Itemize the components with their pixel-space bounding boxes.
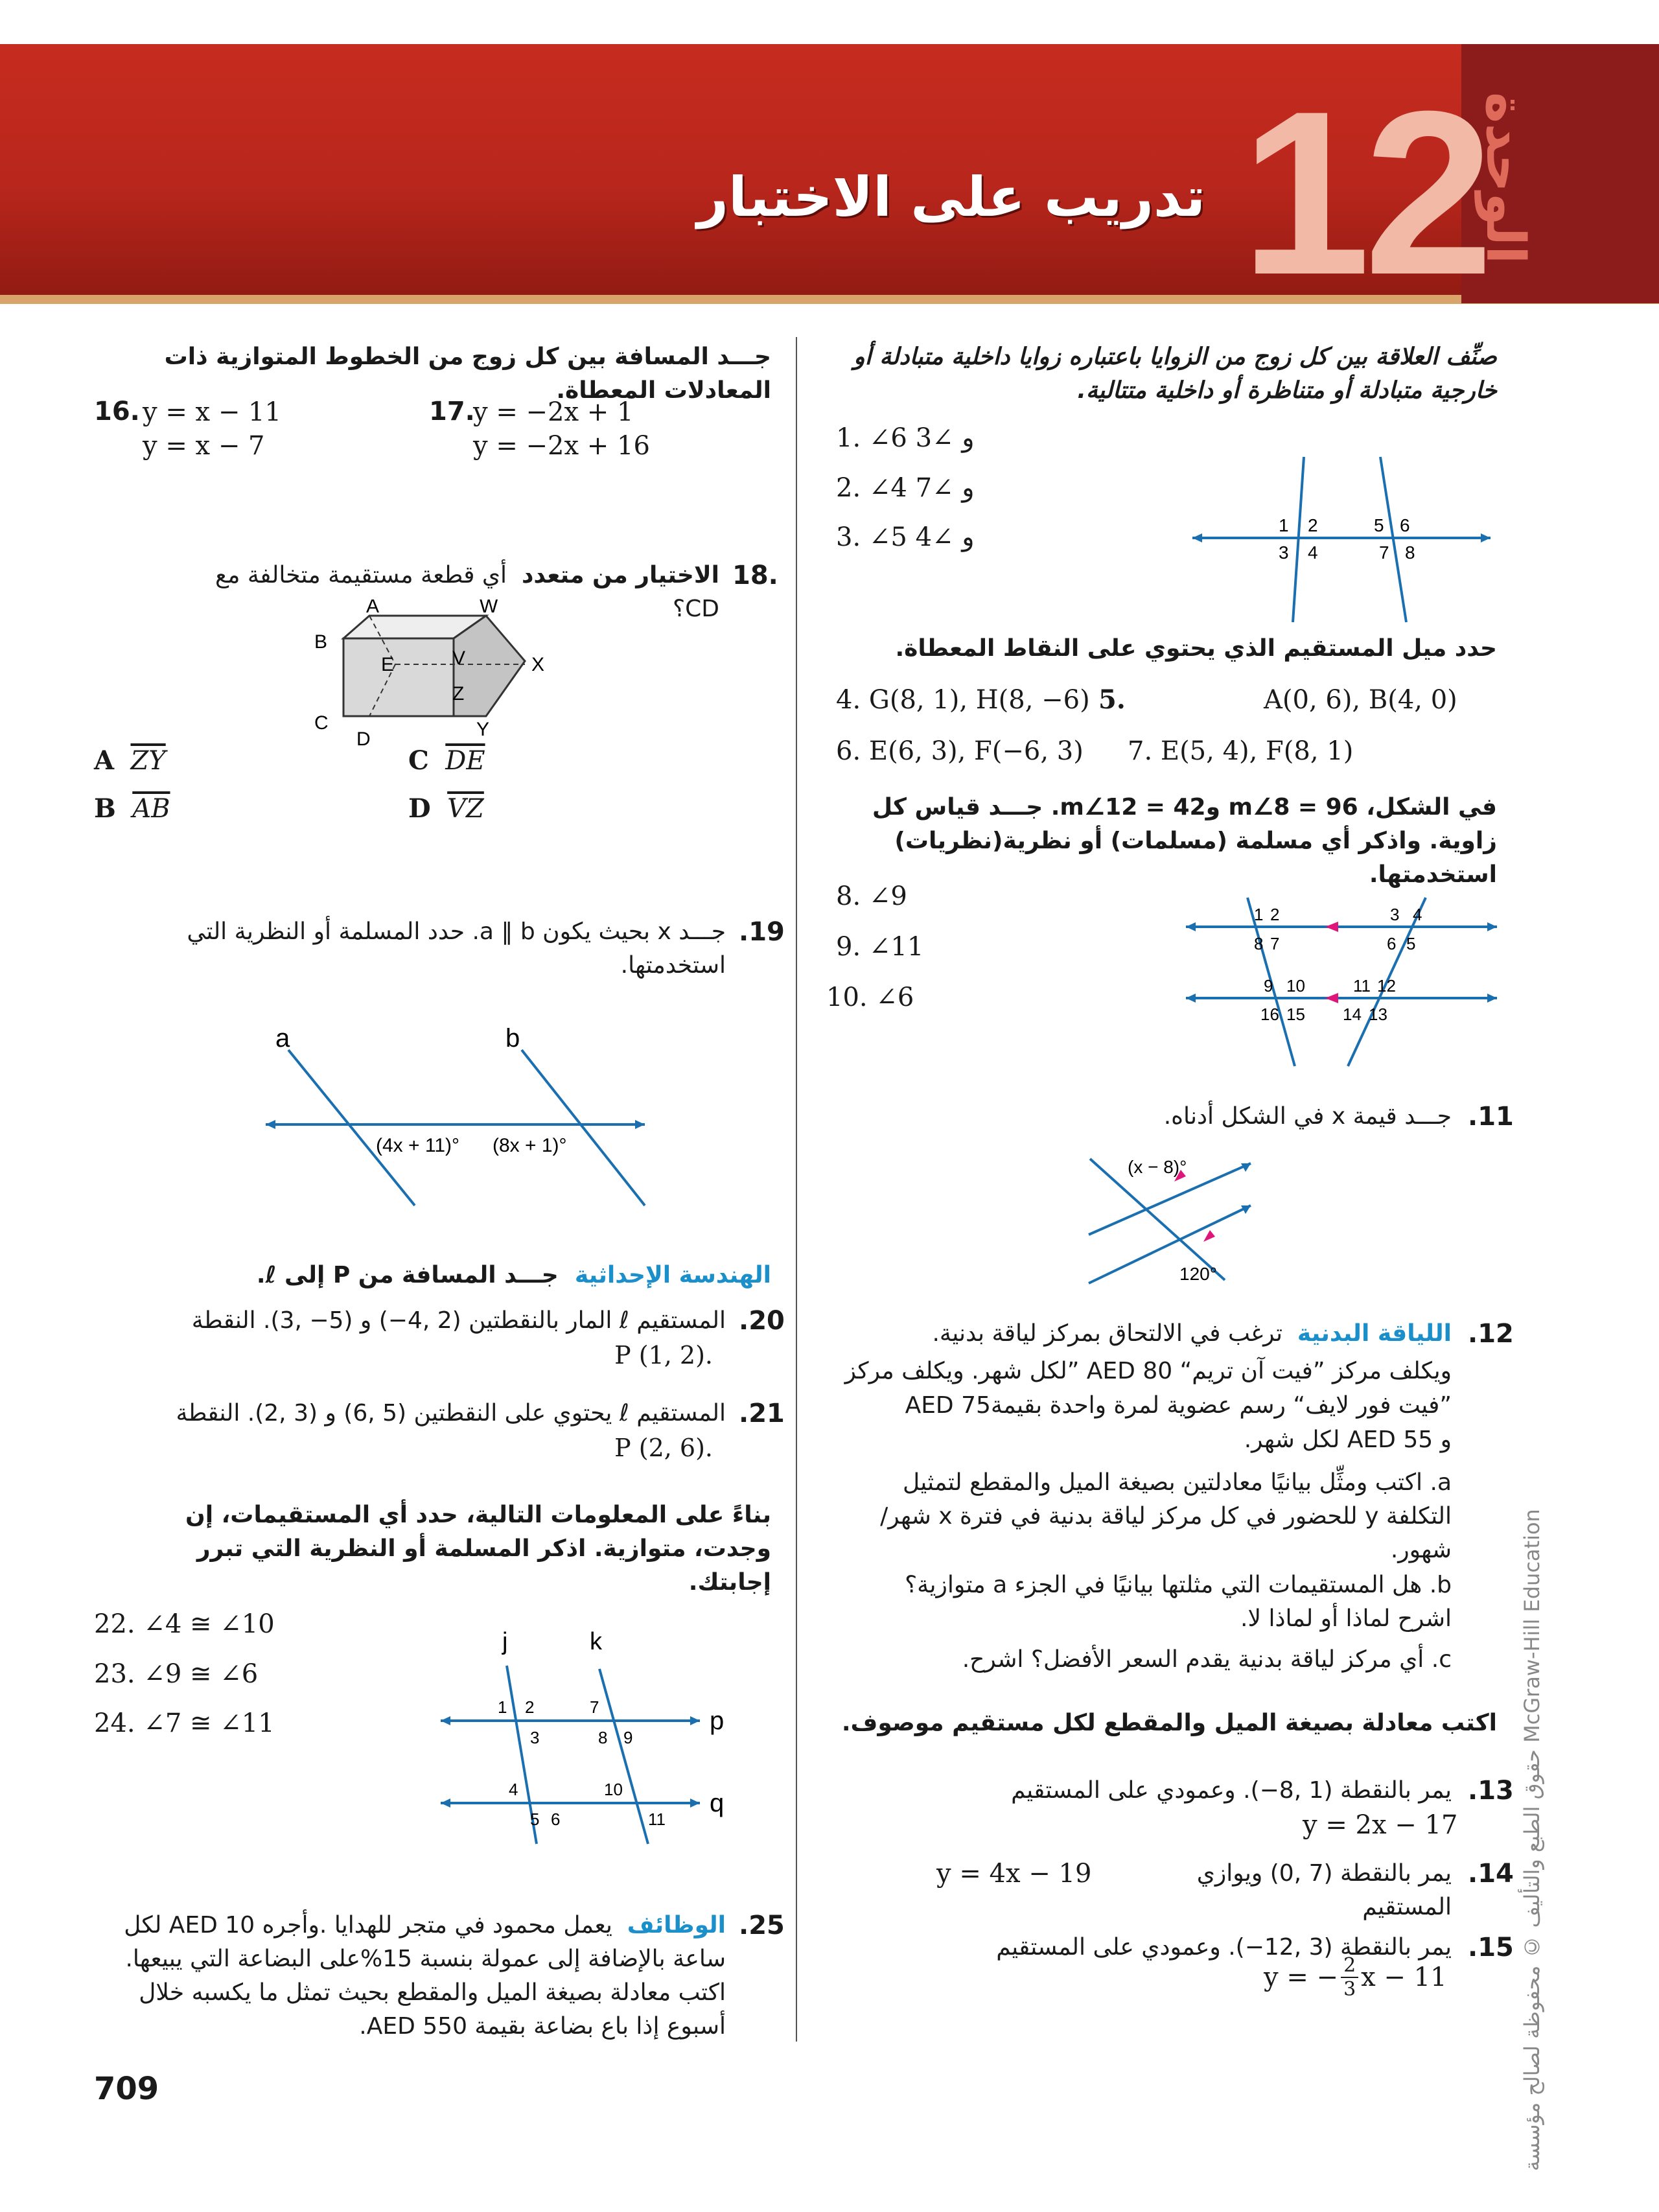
parallel-marker <box>1203 1230 1215 1242</box>
question-13-number: .13 <box>1468 1776 1514 1806</box>
question-14-number: .14 <box>1468 1859 1514 1889</box>
page-title: تدريب على الاختبار <box>697 165 1205 229</box>
arrow-head <box>1487 922 1497 931</box>
option-value: $\overline{DE}$ <box>445 746 485 776</box>
fig8-label: 6 <box>1387 934 1397 953</box>
fig22-label: 6 <box>551 1810 561 1829</box>
arrow-head <box>1186 994 1196 1003</box>
angle-label: (8x + 1)° <box>493 1135 567 1156</box>
line-label: q <box>710 1789 725 1817</box>
fig8-label: 9 <box>1264 976 1273 995</box>
unit-label: الوحدة <box>1474 92 1536 264</box>
q20-point: .P (1, 2) <box>614 1341 713 1369</box>
parallel-marker <box>1325 922 1338 932</box>
q22-24-instructions: بناءً على المعلومات التالية، حدد أي المستقيمات، إن وجدت، متوازية. اذكر المسلمة أو النظرية التي تبرر إجابتك. <box>185 1502 771 1596</box>
option-letter: C <box>408 745 429 776</box>
unit-number: 12 <box>1240 63 1487 323</box>
angle-label: (4x + 11)° <box>376 1135 459 1156</box>
fig22-label: 1 <box>498 1697 507 1717</box>
q4-7-instructions: حدد ميل المستقيم الذي يحتوي على النقاط المعطاة. <box>895 635 1497 662</box>
figure-line <box>1089 1205 1251 1283</box>
figure-q19 <box>259 1021 661 1215</box>
option-letter: B <box>94 793 116 824</box>
q15-eq-pre: y = − <box>1264 1962 1339 1992</box>
option-letter: A <box>94 745 115 776</box>
q15-text: يمر بالنقطة (3 ,12−). وعمودي على المستقيم <box>996 1934 1452 1961</box>
fig8-label: 10 <box>1286 976 1305 995</box>
arrow-head <box>441 1799 450 1808</box>
arrow-head <box>690 1799 700 1808</box>
prism-label: V <box>452 647 466 669</box>
question-18-number: 18. <box>732 561 778 590</box>
option-value: $\overline{AB}$ <box>132 794 170 824</box>
arrow-head <box>1186 922 1196 931</box>
fig22-label: 2 <box>525 1697 535 1717</box>
fig8-label: 3 <box>1390 905 1400 924</box>
question-15-number: .15 <box>1468 1933 1514 1962</box>
q1-3-instructions: صنِّف العلاقة بين كل زوج من الزوايا باعتباره زوايا داخلية متبادلة أو خارجية متبادلة أو متناظرة أو داخلية متتالية. <box>853 343 1497 404</box>
arrow-head <box>441 1716 450 1725</box>
figure-line <box>1380 457 1406 622</box>
q15-equation <box>1264 1954 1447 2001</box>
fig22-label: 10 <box>604 1780 623 1799</box>
question-3: 3. ∠5 و ∠4 <box>836 522 975 552</box>
prism-label: D <box>356 728 371 750</box>
question-19-number: .19 <box>739 917 785 947</box>
q18-text: أي قطعة مستقيمة متخالفة مع CD؟ <box>215 562 719 622</box>
fig22-label: 5 <box>530 1810 540 1829</box>
q15-numerator: 2 <box>1341 1954 1358 1978</box>
question-7: 7. E(5, 4), F(8, 1) <box>1128 736 1354 766</box>
question-17-number: 17. <box>429 397 475 426</box>
line-label: a <box>275 1024 290 1053</box>
fig8-label: 1 <box>1254 905 1264 924</box>
question-24: 24. ∠7 ≅ ∠11 <box>94 1708 275 1738</box>
question-10: 10. ∠6 <box>826 983 914 1012</box>
figure-q18-prism <box>305 600 551 768</box>
arrow-head <box>1481 533 1491 542</box>
figure-q1-transversals <box>1186 447 1497 629</box>
coord-text: جـــد المسافة من P إلى ℓ. <box>256 1262 559 1288</box>
question-16-number: 16. <box>94 397 140 426</box>
question-6: 6. E(6, 3), F(−6, 3) <box>836 736 1084 766</box>
question-11-text: جـــد قيمة x في الشكل أدناه. <box>1163 1103 1452 1130</box>
q15-denominator: 3 <box>1343 1978 1356 2001</box>
question-25-number: .25 <box>739 1911 785 1940</box>
prism-label: B <box>314 631 328 653</box>
fig22-label: 8 <box>598 1728 608 1747</box>
q18-label: الاختيار من متعدد <box>521 562 719 588</box>
q12-line-2: ”فيت فور لايف“ رسم عضوية لمرة واحدة بقيمة75 AED <box>905 1392 1452 1419</box>
q13-equation: y = 2x − 17 <box>1303 1810 1458 1840</box>
prism-label: Y <box>476 719 490 740</box>
prism-label: X <box>531 654 545 675</box>
question-22: 22. ∠4 ≅ ∠10 <box>94 1609 275 1639</box>
q17-eq1: y = −2x + 1 <box>473 397 634 427</box>
fig8-label: 7 <box>1270 934 1280 953</box>
fig1-label: 4 <box>1308 542 1318 563</box>
fig8-label: 4 <box>1413 905 1422 924</box>
arrow-head <box>690 1716 700 1725</box>
coord-geometry-header <box>162 1259 771 1292</box>
coord-topic-label: الهندسة الإحداثية <box>574 1262 771 1288</box>
column-divider <box>796 337 797 2042</box>
q12-topic-label: اللياقة البدنية <box>1297 1320 1452 1347</box>
q12-line-3: و AED 55 لكل شهر. <box>1244 1426 1452 1453</box>
question-4: 4. G(8, 1), H(8, −6) <box>836 685 1090 715</box>
figure-line <box>522 1050 645 1205</box>
prism-front-face <box>343 638 454 716</box>
fig8-label: 12 <box>1377 976 1396 995</box>
q12-text: ترغب في الالتحاق بمركز لياقة بدنية. <box>932 1320 1282 1347</box>
copyright-note: حقوق الطبع والتأليف © محفوظة لصالح مؤسسة McGraw-Hill Education <box>1520 1509 1544 2171</box>
figure-q22-lines <box>434 1614 745 1847</box>
question-9: 9. ∠11 <box>836 932 924 962</box>
q15-eq-post: x − 11 <box>1361 1962 1447 1992</box>
q25-block <box>104 1909 726 2043</box>
prism-label: A <box>366 600 380 617</box>
fig22-label: 11 <box>648 1810 666 1829</box>
q20-text: المستقيم ℓ المار بالنقطتين (2 ,4−) و (5− ,3). النقطة <box>191 1307 726 1334</box>
fig22-label: 7 <box>590 1697 599 1717</box>
fig8-label: 5 <box>1406 934 1416 953</box>
prism-label: W <box>480 600 498 617</box>
question-23: 23. ∠9 ≅ ∠6 <box>94 1659 259 1689</box>
line-label: b <box>505 1024 520 1053</box>
q12-part-a: a. اكتب ومثِّل بيانيًا معادلتين بصيغة الميل والمقطع لتمثيل التكلفة y للحضور في كل مركز لياقة بدنية في فترة x شهر/شهور. <box>880 1469 1452 1563</box>
q21-text: المستقيم ℓ يحتوي على النقطتين (5 ,6) و (3 ,2). النقطة <box>176 1400 726 1426</box>
q15-fraction <box>1341 1954 1358 2001</box>
figure-line <box>599 1669 648 1844</box>
q25-text: يعمل محمود في متجر للهدايا .وأجره AED 10 لكل ساعة بالإضافة إلى عمولة بنسبة 15%على البضاعة التي يبيعها. اكتب معادلة بصيغة الميل والمقطع بحيث تمثل ما يكسبه خلال أسبوع إذا باع بضاعة بقيمة AED 550. <box>124 1912 726 2040</box>
q12-line-1: ويكلف مركز ”فيت آن تريم“ AED 80 ”لكل شهر. ويكلف مركز <box>844 1358 1452 1384</box>
q18-option-b[interactable] <box>94 792 170 826</box>
prism-label: E <box>381 654 395 675</box>
question-21-number: .21 <box>739 1399 785 1428</box>
question-5-number: 5. <box>1098 684 1126 715</box>
figure-q11 <box>1076 1147 1283 1290</box>
fig11-label: 120° <box>1179 1264 1217 1284</box>
q13-text: يمر بالنقطة (1 ,8−). وعمودي على المستقيم <box>1011 1777 1452 1804</box>
arrow-head <box>1192 533 1202 542</box>
fig8-label: 15 <box>1286 1005 1305 1024</box>
fig1-label: 8 <box>1405 542 1415 563</box>
q8-10-instructions: في الشكل، m∠8 = 96 وm∠12 = 42. جـــد قياس كل زاوية. واذكر أي مسلمة (مسلمات) أو نظرية(نظريات) استخدمتها. <box>872 794 1497 888</box>
fig1-label: 5 <box>1374 515 1384 535</box>
q14-equation: y = 4x − 19 <box>936 1859 1092 1889</box>
prism-label: Z <box>452 683 465 704</box>
question-11-number: .11 <box>1468 1102 1514 1132</box>
arrow-head <box>635 1120 645 1129</box>
fig1-label: 7 <box>1379 542 1389 563</box>
fig8-label: 13 <box>1369 1005 1387 1024</box>
fig8-label: 2 <box>1270 905 1280 924</box>
arrow-head <box>266 1120 275 1129</box>
question-12-number: .12 <box>1468 1319 1514 1349</box>
fig11-label: (x − 8)° <box>1128 1157 1187 1177</box>
q12-part-c: c. أي مركز لياقة بدنية يقدم السعر الأفضل؟ اشرح. <box>962 1646 1452 1673</box>
fig1-label: 1 <box>1279 515 1289 535</box>
q12-part-b: b. هل المستقيمات التي مثلتها بيانيًا في الجزء a متوازية؟ اشرح لماذا أو لماذا لا. <box>905 1572 1452 1632</box>
question-12-header <box>823 1317 1452 1351</box>
q16-eq2: y = x − 7 <box>143 431 265 461</box>
q14-text: يمر بالنقطة (7 ,0) ويوازي المستقيم <box>1196 1860 1452 1920</box>
line-label: j <box>502 1628 508 1655</box>
figure-line <box>288 1050 415 1205</box>
q19-text: جـــد x بحيث يكون a ‖ b. حدد المسلمة أو النظرية التي استخدمتها. <box>187 918 726 979</box>
fig8-label: 16 <box>1260 1005 1279 1024</box>
q13-15-instructions: اكتب معادلة بصيغة الميل والمقطع لكل مستقيم موصوف. <box>841 1710 1497 1736</box>
figure-line <box>1090 1159 1225 1280</box>
q25-topic-label: الوظائف <box>627 1912 726 1938</box>
question-1: 1. ∠6 و ∠3 <box>836 423 975 453</box>
page-number: 709 <box>94 2071 159 2107</box>
q18-option-a[interactable] <box>94 744 166 778</box>
q16-eq1: y = x − 11 <box>143 397 281 427</box>
arrow-head <box>1487 994 1497 1003</box>
line-label: p <box>710 1706 725 1735</box>
q18-option-c[interactable] <box>408 744 485 778</box>
q16-17-instructions: جـــد المسافة بين كل زوج من الخطوط المتوازية ذات المعادلات المعطاة. <box>164 343 771 404</box>
fig1-label: 2 <box>1308 515 1318 535</box>
fig8-label: 14 <box>1343 1005 1362 1024</box>
q18-option-d[interactable] <box>408 792 484 826</box>
question-5: A(0, 6), B(4, 0) <box>1264 685 1457 715</box>
fig1-label: 3 <box>1279 542 1289 563</box>
question-2: 2. ∠4 و ∠7 <box>836 473 975 503</box>
fig22-label: 3 <box>530 1728 540 1747</box>
fig22-label: 9 <box>623 1728 633 1747</box>
q21-point: .P (2, 6) <box>614 1434 713 1462</box>
fig22-label: 4 <box>509 1780 518 1799</box>
figure-line <box>1293 457 1304 622</box>
question-8: 8. ∠9 <box>836 881 907 911</box>
question-20-number: .20 <box>739 1306 785 1336</box>
fig8-label: 8 <box>1254 934 1264 953</box>
fig8-label: 11 <box>1353 976 1371 995</box>
fig1-label: 6 <box>1400 515 1410 535</box>
q17-eq2: y = −2x + 16 <box>473 431 650 461</box>
prism-label: C <box>314 712 329 734</box>
line-label: k <box>590 1628 602 1655</box>
option-value: $\overline{ZY}$ <box>130 746 166 776</box>
option-letter: D <box>408 793 431 824</box>
option-value: $\overline{VZ}$ <box>447 794 484 824</box>
parallel-marker <box>1325 993 1338 1003</box>
figure-q8-parallel-lines <box>1179 888 1503 1069</box>
